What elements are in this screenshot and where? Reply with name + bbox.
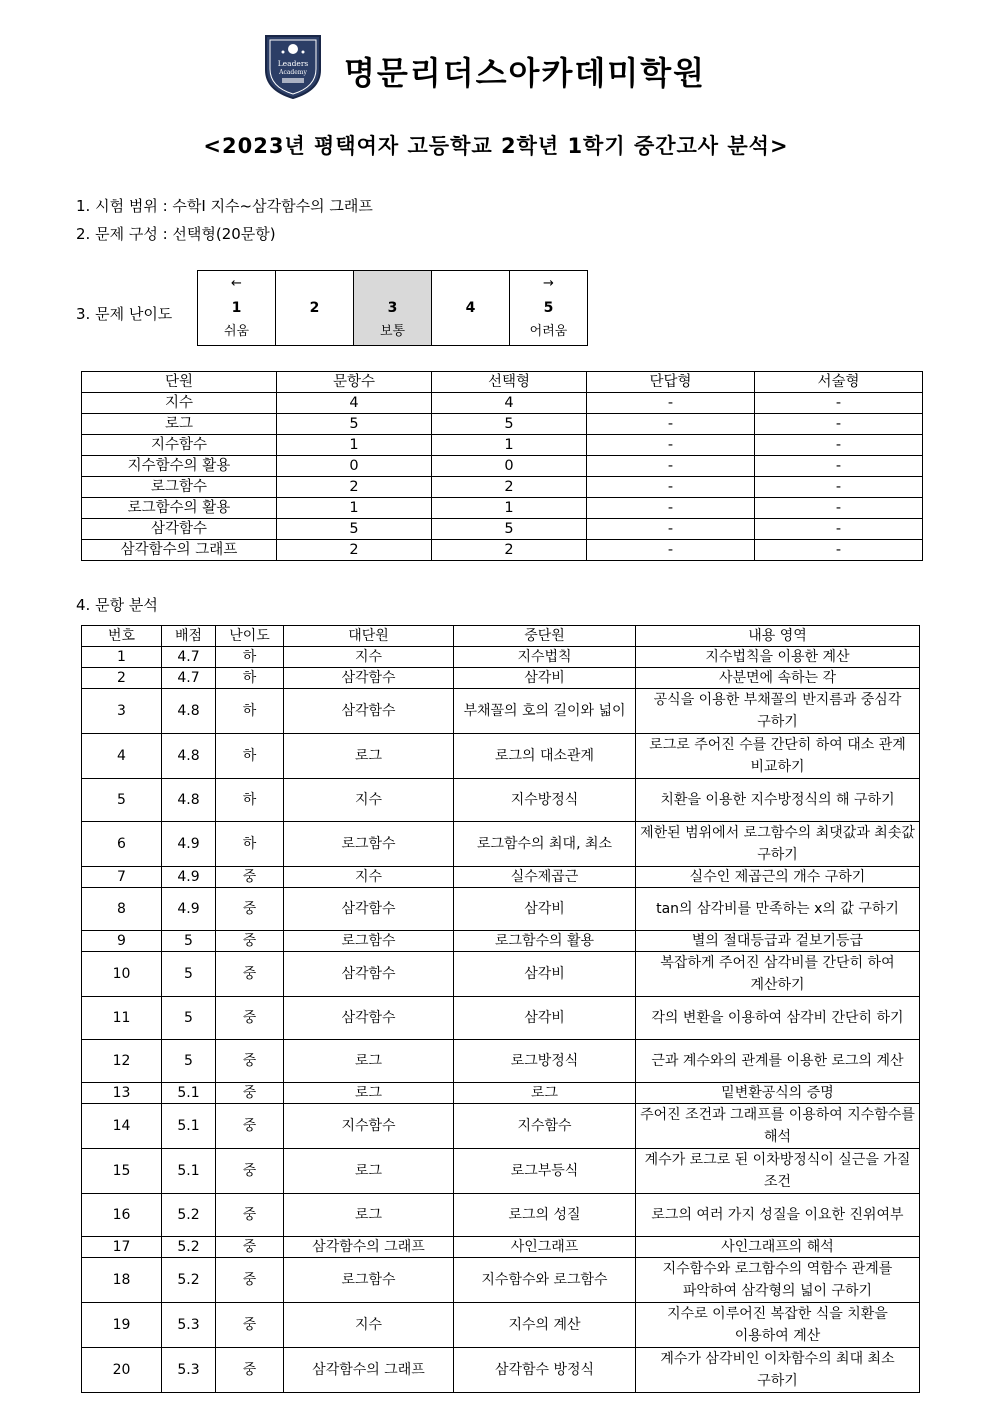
- analysis-cell: 지수함수와 로그함수의 역함수 관계를 파악하여 삼각형의 넓이 구하기: [636, 1258, 920, 1303]
- analysis-cell: 6: [82, 822, 162, 867]
- analysis-cell: 중: [216, 931, 284, 952]
- analysis-cell: 중: [216, 1194, 284, 1237]
- summary-cell: 로그함수의 활용: [82, 498, 277, 519]
- summary-row: [82, 519, 923, 540]
- analysis-cell: 5.2: [162, 1237, 216, 1258]
- header: [0, 30, 992, 110]
- summary-row: [82, 498, 923, 519]
- left-arrow-icon: ←: [231, 276, 242, 291]
- analysis-row: [82, 1303, 920, 1348]
- analysis-cell: 5: [162, 952, 216, 997]
- summary-row: [82, 393, 923, 414]
- analysis-cell: 사분면에 속하는 각: [636, 668, 920, 689]
- analysis-cell: 5: [82, 779, 162, 822]
- analysis-cell: 삼각비: [454, 888, 636, 931]
- analysis-cell: 5.1: [162, 1083, 216, 1104]
- analysis-cell: 로그: [284, 1040, 454, 1083]
- exam-range: 1. 시험 범위 : 수학Ⅰ 지수~삼각함수의 그래프: [76, 197, 373, 215]
- analysis-cell: 10: [82, 952, 162, 997]
- analysis-cell: 12: [82, 1040, 162, 1083]
- analysis-cell: 치환을 이용한 지수방정식의 해 구하기: [636, 779, 920, 822]
- analysis-cell: 계수가 삼각비인 이차함수의 최대 최소 구하기: [636, 1348, 920, 1393]
- analysis-cell: 로그함수: [284, 822, 454, 867]
- analysis-cell: 5.1: [162, 1104, 216, 1149]
- summary-cell: -: [587, 414, 755, 435]
- summary-cell: 5: [432, 414, 587, 435]
- analysis-cell: 4.7: [162, 668, 216, 689]
- summary-cell: -: [755, 435, 923, 456]
- analysis-cell: 밑변환공식의 증명: [636, 1083, 920, 1104]
- analysis-row: [82, 997, 920, 1040]
- analysis-cell: 로그의 성질: [454, 1194, 636, 1237]
- normal-label: 보통: [379, 324, 406, 339]
- summary-cell: 지수함수의 활용: [82, 456, 277, 477]
- summary-cell: -: [587, 456, 755, 477]
- analysis-cell: 4.8: [162, 689, 216, 734]
- academy-logo-icon: [262, 32, 324, 100]
- summary-header-cell: 단원: [82, 372, 277, 393]
- analysis-cell: 중: [216, 997, 284, 1040]
- summary-cell: 4: [432, 393, 587, 414]
- analysis-cell: 삼각함수: [284, 952, 454, 997]
- analysis-cell: 4.8: [162, 779, 216, 822]
- analysis-cell: 5: [162, 1040, 216, 1083]
- analysis-cell: 4.9: [162, 888, 216, 931]
- summary-cell: -: [755, 477, 923, 498]
- difficulty-label: 3. 문제 난이도: [76, 305, 173, 323]
- analysis-row: [82, 931, 920, 952]
- summary-cell: 2: [432, 477, 587, 498]
- analysis-header-cell: 내용 영역: [636, 626, 920, 647]
- analysis-cell: 로그의 여러 가지 성질을 이요한 진위여부: [636, 1194, 920, 1237]
- summary-cell: 5: [432, 519, 587, 540]
- analysis-cell: 5.2: [162, 1258, 216, 1303]
- summary-header-cell: 단답형: [587, 372, 755, 393]
- analysis-row: [82, 952, 920, 997]
- analysis-cell: 사인그래프의 해석: [636, 1237, 920, 1258]
- summary-cell: -: [587, 540, 755, 561]
- analysis-cell: 하: [216, 689, 284, 734]
- summary-cell: -: [755, 456, 923, 477]
- summary-cell: 0: [277, 456, 432, 477]
- hard-label: 어려움: [529, 324, 568, 339]
- analysis-row: [82, 1258, 920, 1303]
- analysis-cell: 로그함수의 최대, 최소: [454, 822, 636, 867]
- analysis-cell: 하: [216, 779, 284, 822]
- analysis-cell: 사인그래프: [454, 1237, 636, 1258]
- analysis-cell: 삼각함수: [284, 888, 454, 931]
- summary-cell: 1: [277, 435, 432, 456]
- analysis-header-cell: 난이도: [216, 626, 284, 647]
- summary-cell: 0: [432, 456, 587, 477]
- analysis-cell: 로그: [454, 1083, 636, 1104]
- analysis-cell: 중: [216, 888, 284, 931]
- analysis-cell: 중: [216, 1083, 284, 1104]
- analysis-cell: 제한된 범위에서 로그함수의 최댓값과 최솟값 구하기: [636, 822, 920, 867]
- summary-cell: -: [755, 393, 923, 414]
- section-question-analysis-title: 4. 문항 분석: [76, 596, 158, 614]
- analysis-cell: 4.9: [162, 822, 216, 867]
- analysis-row: [82, 734, 920, 779]
- analysis-row: [82, 1194, 920, 1237]
- analysis-cell: 4.7: [162, 647, 216, 668]
- summary-cell: -: [755, 414, 923, 435]
- analysis-cell: 지수법칙을 이용한 계산: [636, 647, 920, 668]
- summary-cell: 1: [432, 435, 587, 456]
- analysis-cell: 각의 변환을 이용하여 삼각비 간단히 하기: [636, 997, 920, 1040]
- analysis-cell: 복잡하게 주어진 삼각비를 간단히 하여 계산하기: [636, 952, 920, 997]
- analysis-header-cell: 번호: [82, 626, 162, 647]
- easy-label: 쉬움: [223, 324, 250, 339]
- analysis-cell: 18: [82, 1258, 162, 1303]
- analysis-cell: 지수함수와 로그함수: [454, 1258, 636, 1303]
- analysis-row: [82, 1083, 920, 1104]
- analysis-cell: 삼각함수의 그래프: [284, 1348, 454, 1393]
- analysis-header-cell: 배점: [162, 626, 216, 647]
- difficulty-level-4: 4: [432, 271, 510, 346]
- analysis-row: [82, 779, 920, 822]
- analysis-cell: 5: [162, 997, 216, 1040]
- summary-cell: 1: [277, 498, 432, 519]
- analysis-cell: 실수제곱근: [454, 867, 636, 888]
- summary-cell: 지수: [82, 393, 277, 414]
- analysis-row: [82, 647, 920, 668]
- analysis-cell: 7: [82, 867, 162, 888]
- analysis-cell: 지수함수: [284, 1104, 454, 1149]
- analysis-cell: 로그로 주어진 수를 간단히 하여 대소 관계 비교하기: [636, 734, 920, 779]
- analysis-cell: 삼각함수의 그래프: [284, 1237, 454, 1258]
- analysis-row: [82, 867, 920, 888]
- summary-cell: 로그: [82, 414, 277, 435]
- analysis-header-cell: 대단원: [284, 626, 454, 647]
- analysis-row: [82, 888, 920, 931]
- summary-cell: -: [587, 477, 755, 498]
- analysis-cell: 하: [216, 822, 284, 867]
- analysis-cell: 로그함수: [284, 931, 454, 952]
- analysis-cell: 로그방정식: [454, 1040, 636, 1083]
- analysis-cell: 부채꼴의 호의 길이와 넓이: [454, 689, 636, 734]
- analysis-cell: 로그: [284, 1083, 454, 1104]
- analysis-cell: 16: [82, 1194, 162, 1237]
- question-composition: 2. 문제 구성 : 선택형(20문항): [76, 225, 276, 243]
- difficulty-level-3: 3 보통: [354, 271, 432, 346]
- analysis-cell: 하: [216, 647, 284, 668]
- analysis-cell: 13: [82, 1083, 162, 1104]
- question-analysis-table: [81, 625, 920, 1393]
- summary-cell: 삼각함수: [82, 519, 277, 540]
- analysis-cell: 14: [82, 1104, 162, 1149]
- summary-cell: -: [587, 498, 755, 519]
- analysis-row: [82, 1149, 920, 1194]
- analysis-row: [82, 1040, 920, 1083]
- analysis-cell: 로그: [284, 734, 454, 779]
- analysis-cell: 로그함수의 활용: [454, 931, 636, 952]
- analysis-cell: 17: [82, 1237, 162, 1258]
- analysis-cell: 4: [82, 734, 162, 779]
- summary-cell: 2: [432, 540, 587, 561]
- summary-row: [82, 477, 923, 498]
- analysis-cell: 삼각비: [454, 997, 636, 1040]
- analysis-cell: 5: [162, 931, 216, 952]
- analysis-cell: 5.2: [162, 1194, 216, 1237]
- summary-header-cell: 문항수: [277, 372, 432, 393]
- summary-row: [82, 540, 923, 561]
- summary-cell: -: [587, 393, 755, 414]
- difficulty-level-5: → 5 어려움: [510, 271, 588, 346]
- analysis-cell: 중: [216, 1258, 284, 1303]
- analysis-cell: 삼각함수: [284, 668, 454, 689]
- analysis-cell: 지수: [284, 1303, 454, 1348]
- summary-cell: -: [587, 435, 755, 456]
- analysis-cell: 중: [216, 1237, 284, 1258]
- analysis-cell: 로그: [284, 1194, 454, 1237]
- analysis-cell: 실수인 제곱근의 개수 구하기: [636, 867, 920, 888]
- analysis-cell: 3: [82, 689, 162, 734]
- analysis-cell: 지수: [284, 867, 454, 888]
- analysis-row: [82, 1104, 920, 1149]
- analysis-cell: 로그: [284, 1149, 454, 1194]
- analysis-cell: 5.1: [162, 1149, 216, 1194]
- summary-header-cell: 서술형: [755, 372, 923, 393]
- summary-cell: -: [755, 519, 923, 540]
- analysis-cell: 하: [216, 734, 284, 779]
- summary-row: [82, 435, 923, 456]
- summary-cell: 삼각함수의 그래프: [82, 540, 277, 561]
- analysis-cell: 지수로 이루어진 복잡한 식을 치환을 이용하여 계산: [636, 1303, 920, 1348]
- analysis-cell: tan의 삼각비를 만족하는 x의 값 구하기: [636, 888, 920, 931]
- analysis-cell: 삼각함수: [284, 689, 454, 734]
- summary-cell: 5: [277, 519, 432, 540]
- analysis-cell: 지수: [284, 647, 454, 668]
- analysis-cell: 중: [216, 1104, 284, 1149]
- analysis-cell: 중: [216, 1040, 284, 1083]
- summary-cell: 5: [277, 414, 432, 435]
- analysis-cell: 근과 계수와의 관계를 이용한 로그의 계산: [636, 1040, 920, 1083]
- analysis-cell: 중: [216, 952, 284, 997]
- analysis-cell: 하: [216, 668, 284, 689]
- analysis-cell: 삼각함수: [284, 997, 454, 1040]
- analysis-cell: 로그부등식: [454, 1149, 636, 1194]
- analysis-cell: 9: [82, 931, 162, 952]
- summary-cell: 1: [432, 498, 587, 519]
- analysis-cell: 중: [216, 1303, 284, 1348]
- logo-text-leaders: Leaders: [277, 59, 309, 68]
- analysis-cell: 지수법칙: [454, 647, 636, 668]
- analysis-cell: 공식을 이용한 부채꼴의 반지름과 중심각 구하기: [636, 689, 920, 734]
- analysis-cell: 지수방정식: [454, 779, 636, 822]
- analysis-cell: 삼각함수 방정식: [454, 1348, 636, 1393]
- analysis-row: [82, 689, 920, 734]
- academy-name: 명문리더스아카데미학원: [344, 54, 707, 92]
- analysis-cell: 삼각비: [454, 952, 636, 997]
- analysis-cell: 중: [216, 1348, 284, 1393]
- analysis-cell: 로그의 대소관계: [454, 734, 636, 779]
- analysis-row: [82, 822, 920, 867]
- analysis-cell: 5.3: [162, 1303, 216, 1348]
- analysis-cell: 8: [82, 888, 162, 931]
- analysis-cell: 중: [216, 867, 284, 888]
- analysis-cell: 삼각비: [454, 668, 636, 689]
- analysis-cell: 지수의 계산: [454, 1303, 636, 1348]
- analysis-cell: 1: [82, 647, 162, 668]
- right-arrow-icon: →: [543, 276, 554, 291]
- analysis-row: [82, 668, 920, 689]
- summary-cell: -: [755, 540, 923, 561]
- summary-cell: 4: [277, 393, 432, 414]
- analysis-cell: 15: [82, 1149, 162, 1194]
- summary-cell: -: [587, 519, 755, 540]
- analysis-cell: 11: [82, 997, 162, 1040]
- analysis-cell: 2: [82, 668, 162, 689]
- logo-text-academy: Academy: [279, 69, 307, 76]
- difficulty-scale: [197, 270, 588, 346]
- summary-cell: 2: [277, 540, 432, 561]
- document-title: <2023년 평택여자 고등학교 2학년 1학기 중간고사 분석>: [203, 134, 789, 158]
- difficulty-level-1: ← 1 쉬움: [198, 271, 276, 346]
- summary-row: [82, 456, 923, 477]
- summary-cell: -: [755, 498, 923, 519]
- analysis-cell: 지수함수: [454, 1104, 636, 1149]
- analysis-cell: 주어진 조건과 그래프를 이용하여 지수함수를 해석: [636, 1104, 920, 1149]
- summary-cell: 지수함수: [82, 435, 277, 456]
- analysis-cell: 로그함수: [284, 1258, 454, 1303]
- analysis-cell: 계수가 로그로 된 이차방정식이 실근을 가질 조건: [636, 1149, 920, 1194]
- analysis-cell: 20: [82, 1348, 162, 1393]
- difficulty-level-2: 2: [276, 271, 354, 346]
- analysis-cell: 4.8: [162, 734, 216, 779]
- summary-cell: 로그함수: [82, 477, 277, 498]
- analysis-cell: 5.3: [162, 1348, 216, 1393]
- summary-header-cell: 선택형: [432, 372, 587, 393]
- summary-cell: 2: [277, 477, 432, 498]
- analysis-cell: 중: [216, 1149, 284, 1194]
- analysis-cell: 19: [82, 1303, 162, 1348]
- summary-row: [82, 414, 923, 435]
- unit-summary-table: [81, 371, 923, 561]
- analysis-header-cell: 중단원: [454, 626, 636, 647]
- analysis-cell: 별의 절대등급과 겉보기등급: [636, 931, 920, 952]
- analysis-row: [82, 1237, 920, 1258]
- analysis-row: [82, 1348, 920, 1393]
- analysis-cell: 지수: [284, 779, 454, 822]
- analysis-cell: 4.9: [162, 867, 216, 888]
